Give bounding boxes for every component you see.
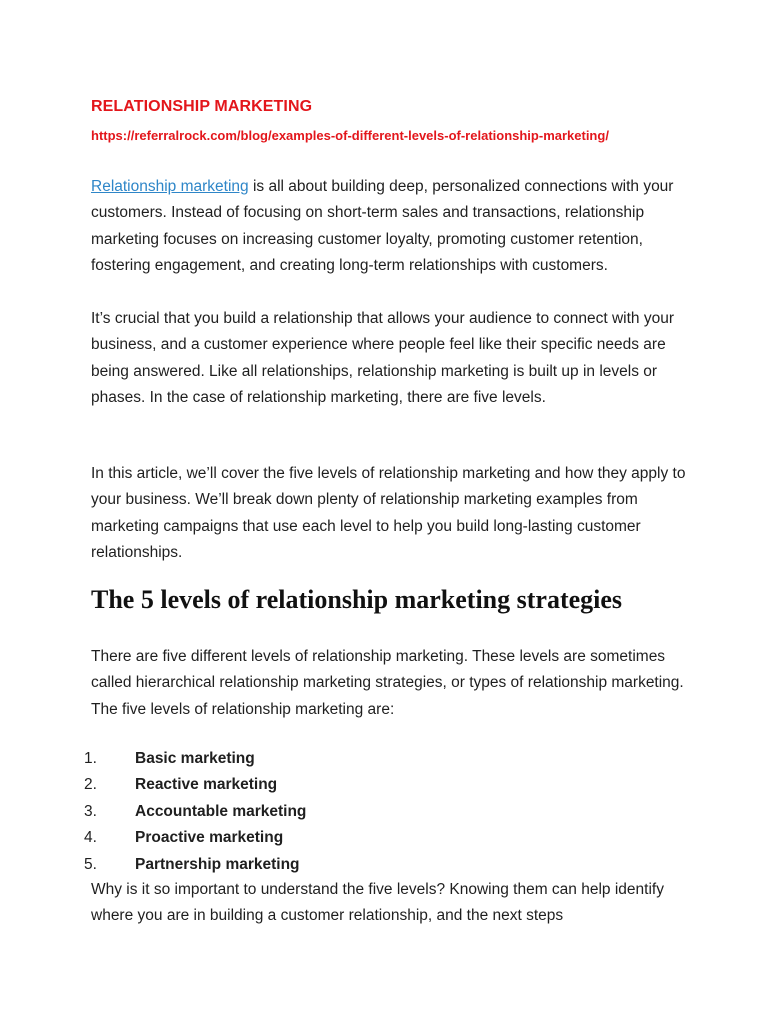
list-item [84,772,306,798]
paragraph-why-important: Why is it so important to understand the five levels? Knowing them can help identify where you are in building a customer relationship, and the next steps [91,881,664,925]
list-item-label: Proactive marketing [135,829,284,847]
relationship-marketing-link[interactable]: Relationship marketing [91,178,249,195]
source-url: https://referralrock.com/blog/examples-of-different-levels-of-relationship-marketing/ [91,128,609,143]
list-item [84,852,306,878]
paragraph-build-relationship: It’s crucial that you build a relationship that allows your audience to connect with your business, and a customer experience where people feel like their specific needs are being answered. Like all relationships, relationship marketing is built up in levels or phases. In the case of relationship marketing, there are five levels. [91,310,675,407]
levels-list [84,746,306,878]
list-item-number: 4. [84,829,97,847]
list-item [84,746,306,772]
list-item [84,825,306,851]
section-heading: The 5 levels of relationship marketing strategies [91,585,623,614]
list-item-number: 5. [84,855,97,873]
list-item-number: 1. [84,750,97,767]
intro-text: is all about building deep, personalized connections with your customers. Instead of focusing on short-term sales and transactions, relationship marketing focuses on increasing customer loyalty, promoting customer retention, fostering engagement, and creating long-term relationships with customers. [91,178,674,275]
document-title: RELATIONSHIP MARKETING [91,98,313,115]
list-item-label: Accountable marketing [135,802,307,820]
list-item-number: 2. [84,776,97,794]
intro-paragraph [91,174,686,280]
paragraph-five-levels-intro: There are five different levels of relationship marketing. These levels are sometimes called hierarchical relationship marketing strategies, or types of relationship marketing. The five levels of relationship marketing are: [91,648,684,718]
list-item-label: Reactive marketing [135,776,278,794]
list-item [84,799,306,825]
list-item-number: 3. [84,802,97,820]
list-item-label: Basic marketing [135,750,255,767]
paragraph-article-overview: In this article, we’ll cover the five levels of relationship marketing and how they apply to your business. We’ll break down plenty of relationship marketing examples from marketing campaigns that use each level to help you build long-lasting customer relationships. [91,465,686,562]
list-item-label: Partnership marketing [135,855,300,873]
